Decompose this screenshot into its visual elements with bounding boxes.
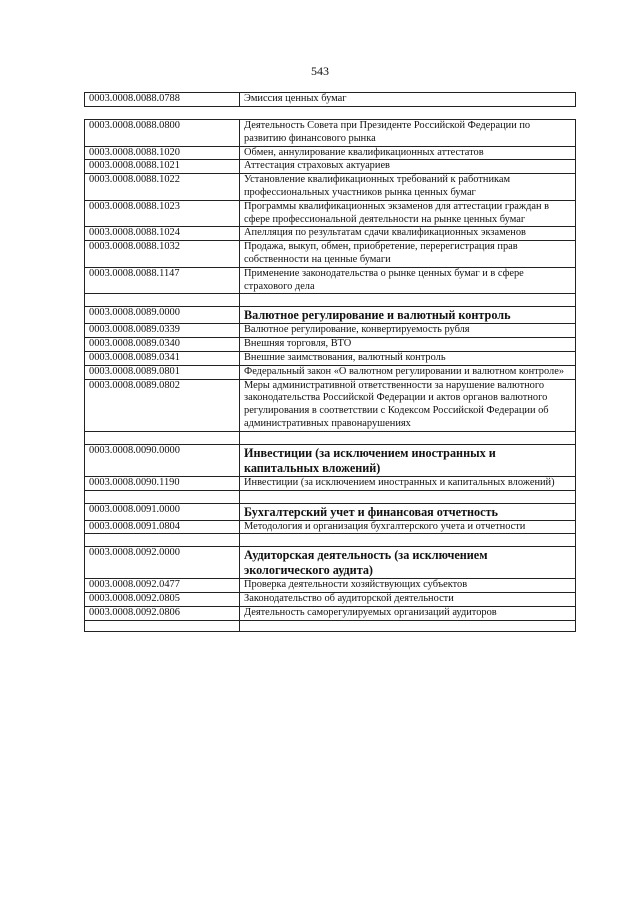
spacer-cell: [85, 534, 240, 547]
spacer-cell: [85, 431, 240, 444]
section-title: Валютное регулирование и валютный контроль: [240, 307, 576, 324]
table-row: [85, 520, 576, 534]
table-row: [85, 267, 576, 294]
row-description: Эмиссия ценных бумаг: [240, 93, 576, 107]
table-row: [85, 338, 576, 352]
section-title: Аудиторская деятельность (за исключением экологического аудита): [240, 547, 576, 579]
spacer-row: [85, 294, 576, 307]
row-code: 0003.0008.0088.0788: [85, 93, 240, 107]
table-row: [85, 146, 576, 160]
section-header-row: [85, 444, 576, 476]
row-code: 0003.0008.0088.1024: [85, 227, 240, 241]
row-code: 0003.0008.0091.0804: [85, 520, 240, 534]
section-code: 0003.0008.0092.0000: [85, 547, 240, 579]
section-code: 0003.0008.0090.0000: [85, 444, 240, 476]
classifier-table: [84, 119, 576, 632]
page-number: 543: [311, 64, 329, 78]
spacer-cell: [240, 294, 576, 307]
spacer-cell: [85, 294, 240, 307]
row-code: 0003.0008.0089.0802: [85, 379, 240, 431]
table-row: [85, 174, 576, 201]
row-code: 0003.0008.0089.0339: [85, 324, 240, 338]
spacer-cell: [240, 620, 576, 631]
section-code: 0003.0008.0091.0000: [85, 503, 240, 520]
row-description: Программы квалификационных экзаменов для аттестации граждан в сфере профессиональной деятельности на рынке ценных бумаг: [240, 200, 576, 227]
row-description: Внешняя торговля, ВТО: [240, 338, 576, 352]
row-description: Валютное регулирование, конвертируемость рубля: [240, 324, 576, 338]
table-row: [85, 200, 576, 227]
row-code: 0003.0008.0088.0800: [85, 120, 240, 147]
row-description: Аттестация страховых актуариев: [240, 160, 576, 174]
spacer-cell: [85, 490, 240, 503]
row-description: Апелляция по результатам сдачи квалификационных экзаменов: [240, 227, 576, 241]
table-row: [85, 160, 576, 174]
row-code: 0003.0008.0088.1023: [85, 200, 240, 227]
section-code: 0003.0008.0089.0000: [85, 307, 240, 324]
row-code: 0003.0008.0089.0341: [85, 351, 240, 365]
table-row: [85, 365, 576, 379]
row-code: 0003.0008.0088.1032: [85, 241, 240, 268]
row-code: 0003.0008.0089.0801: [85, 365, 240, 379]
row-code: 0003.0008.0092.0477: [85, 579, 240, 593]
classifier-table-body: [85, 120, 576, 632]
row-code: 0003.0008.0088.1022: [85, 174, 240, 201]
spacer-row: [85, 534, 576, 547]
table-row: [85, 351, 576, 365]
row-description: Деятельность саморегулируемых организаций аудиторов: [240, 606, 576, 620]
classifier-table-top: [84, 92, 576, 107]
row-description: Законодательство об аудиторской деятельности: [240, 593, 576, 607]
section-title: Инвестиции (за исключением иностранных и капитальных вложений): [240, 444, 576, 476]
table-row: [85, 579, 576, 593]
section-header-row: [85, 503, 576, 520]
row-description: Продажа, выкуп, обмен, приобретение, перерегистрация прав собственности на ценные бумаги: [240, 241, 576, 268]
section-title: Бухгалтерский учет и финансовая отчетность: [240, 503, 576, 520]
row-description: Обмен, аннулирование квалификационных аттестатов: [240, 146, 576, 160]
spacer-cell: [85, 620, 240, 631]
table-row: [85, 476, 576, 490]
table-row: [85, 324, 576, 338]
row-code: 0003.0008.0090.1190: [85, 476, 240, 490]
row-description: Деятельность Совета при Президенте Российской Федерации по развитию финансового рынка: [240, 120, 576, 147]
table-row: [85, 379, 576, 431]
section-header-row: [85, 307, 576, 324]
table-row: [85, 593, 576, 607]
row-description: Применение законодательства о рынке ценных бумаг и в сфере страхового дела: [240, 267, 576, 294]
row-description: Меры административной ответственности за нарушение валютного законодательства Российской Федерации и актов органов валютного регулирования в соответствии с Кодексом Российской Федерации об административных правонарушениях: [240, 379, 576, 431]
table-row: [85, 241, 576, 268]
row-description: Внешние заимствования, валютный контроль: [240, 351, 576, 365]
row-code: 0003.0008.0092.0806: [85, 606, 240, 620]
table-row: [85, 93, 576, 107]
section-header-row: [85, 547, 576, 579]
row-code: 0003.0008.0088.1021: [85, 160, 240, 174]
spacer-cell: [240, 490, 576, 503]
row-code: 0003.0008.0089.0340: [85, 338, 240, 352]
row-description: Методология и организация бухгалтерского учета и отчетности: [240, 520, 576, 534]
spacer-cell: [240, 431, 576, 444]
spacer-row: [85, 620, 576, 631]
row-description: Федеральный закон «О валютном регулировании и валютном контроле»: [240, 365, 576, 379]
spacer-cell: [240, 534, 576, 547]
row-code: 0003.0008.0092.0805: [85, 593, 240, 607]
spacer-row: [85, 431, 576, 444]
spacer-row: [85, 490, 576, 503]
table-row: [85, 227, 576, 241]
row-code: 0003.0008.0088.1147: [85, 267, 240, 294]
row-code: 0003.0008.0088.1020: [85, 146, 240, 160]
table-row: [85, 606, 576, 620]
row-description: Инвестиции (за исключением иностранных и капитальных вложений): [240, 476, 576, 490]
table-row: [85, 120, 576, 147]
row-description: Установление квалификационных требований к работникам профессиональных участников рынка ценных бумаг: [240, 174, 576, 201]
row-description: Проверка деятельности хозяйствующих субъектов: [240, 579, 576, 593]
